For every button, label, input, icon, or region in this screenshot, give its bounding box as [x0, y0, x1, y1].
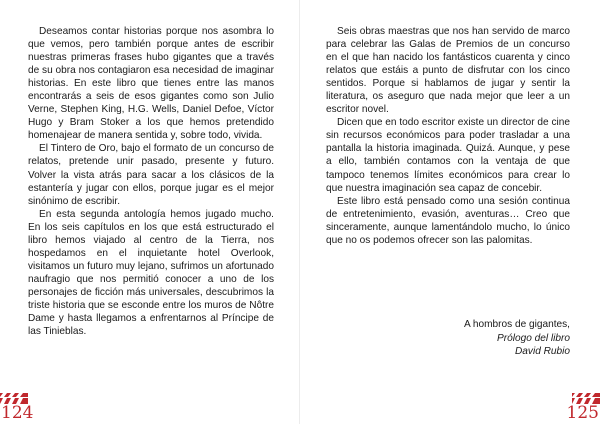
signature-source: Prólogo del libro	[497, 332, 570, 344]
signature-author: David Rubio	[515, 346, 570, 357]
left-paragraph-2: El Tintero de Oro, bajo el formato de un concurso de relatos, pretende unir pasado, presente y futuro. Volver la vista atrás para sacar a los clásicos de la estantería y jugar con ellos, porque jugar es el mejor sinónimo de escribir.	[28, 143, 274, 207]
right-paragraph-2: Dicen que en todo escritor existe un director de cine sin recursos económicos para poder trasladar a una pantalla la historia imaginada. Quizá. Aunque, y pese a ello, también contamos con la ventaja de que tampoco tenemos límites económicos para crear lo que nuestra imaginación sea capaz de concebir.	[326, 117, 570, 194]
right-paragraph-3: Este libro está pensado como una sesión continua de entretenimiento, evasión, aventuras… Creo que sinceramente, aunque lamentándolo mucho, lo único que no os podemos ofrecer son las palomitas.	[326, 195, 570, 246]
left-page-text	[28, 25, 274, 338]
left-paragraph-1: Deseamos contar historias porque nos asombra lo que vemos, pero también porque antes de escribir nuestras primeras frases hubo gigantes que a través de su obra nos contagiaron esa necesidad de imaginar historias. En este libro que tienes entre las manos encontrarás a seis de esos gigantes como son Julio Verne, Stephen King, H.G. Wells, Daniel Defoe, Víctor Hugo y Bram Stoker a los que hemos pretendido homenajear de manera sentida y, sobre todo, vivida.	[28, 26, 274, 142]
page-number-right: 125	[566, 403, 599, 423]
prologue-signature	[326, 318, 570, 359]
page-number-left: 124	[1, 403, 34, 423]
right-paragraph-1: Seis obras maestras que nos han servido de marco para celebrar las Galas de Premios de un concurso en el que han nacido los fantásticos cuarenta y cinco relatos que estáis a punto de disfrutar con los cinco sentidos. Porque si hablamos de jugar y sentir la literatura, os aseguro que nada mejor que leer a un escritor novel.	[326, 26, 570, 116]
left-paragraph-3: En esta segunda antología hemos jugado mucho. En los seis capítulos en los que está estructurado el libro hemos viajado al centro de la Tierra, nos hospedamos en el inquietante hotel Overlook, visitamos un futuro muy lejano, sufrimos un afortunado naufragio que nos permitió conocer a uno de los personajes de ficción más universales, descubrimos la triste historia que se esconde entre los muros de Nôtre Dame y hasta llegamos a enfrentarnos al Príncipe de las Tinieblas.	[28, 208, 274, 338]
signature-closing: A hombros de gigantes,	[463, 319, 570, 330]
right-page-text	[326, 25, 570, 247]
